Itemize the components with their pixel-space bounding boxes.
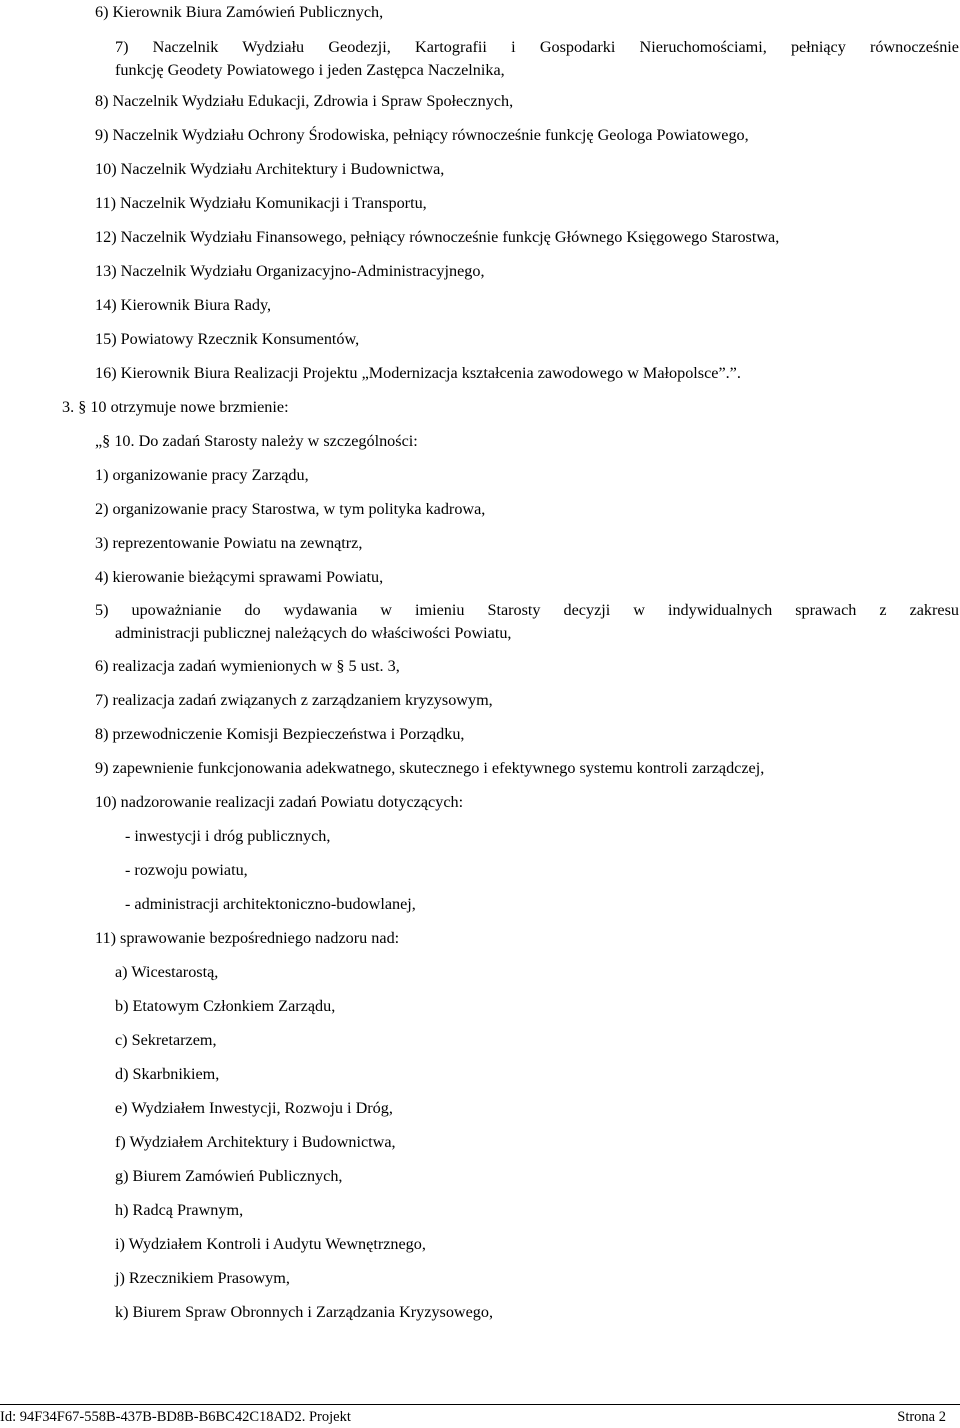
list-item: 7) realizacja zadań związanych z zarządzaniem kryzysowym, bbox=[95, 691, 493, 709]
sub-list-item: j) Rzecznikiem Prasowym, bbox=[115, 1269, 290, 1287]
list-item: 10) Naczelnik Wydziału Architektury i Budownictwa, bbox=[95, 160, 445, 178]
list-item: 5) upoważnianie do wydawania w imieniu Starosty decyzji w indywidualnych sprawach z zakresu bbox=[95, 601, 959, 619]
list-item: 11) sprawowanie bezpośredniego nadzoru nad: bbox=[95, 929, 400, 947]
list-item-continuation: funkcję Geodety Powiatowego i jeden Zastępca Naczelnika, bbox=[115, 61, 505, 79]
sub-list-item: - inwestycji i dróg publicznych, bbox=[125, 827, 331, 845]
list-item: 6) Kierownik Biura Zamówień Publicznych, bbox=[95, 3, 384, 21]
list-item: 6) realizacja zadań wymienionych w § 5 ust. 3, bbox=[95, 657, 400, 675]
sub-list-item: g) Biurem Zamówień Publicznych, bbox=[115, 1167, 343, 1185]
footer-page-number: Strona 2 bbox=[897, 1409, 946, 1425]
section-heading: „§ 10. Do zadań Starosty należy w szczególności: bbox=[95, 432, 418, 450]
list-item: 3) reprezentowanie Powiatu na zewnątrz, bbox=[95, 534, 363, 552]
list-item: 9) Naczelnik Wydziału Ochrony Środowiska, pełniący równocześnie funkcję Geologa Powiatowego, bbox=[95, 126, 749, 144]
list-item: 7) Naczelnik Wydziału Geodezji, Kartografii i Gospodarki Nieruchomościami, pełniący równocześnie bbox=[115, 38, 959, 56]
list-item: 16) Kierownik Biura Realizacji Projektu „Modernizacja kształcenia zawodowego w Małopolsce”.”. bbox=[95, 364, 741, 382]
list-item: 8) Naczelnik Wydziału Edukacji, Zdrowia i Spraw Społecznych, bbox=[95, 92, 514, 110]
sub-list-item: h) Radcą Prawnym, bbox=[115, 1201, 244, 1219]
sub-list-item: - administracji architektoniczno-budowlanej, bbox=[125, 895, 416, 913]
sub-list-item: - rozwoju powiatu, bbox=[125, 861, 248, 879]
list-item: 10) nadzorowanie realizacji zadań Powiatu dotyczących: bbox=[95, 793, 464, 811]
amendment-point: 3. § 10 otrzymuje nowe brzmienie: bbox=[62, 398, 289, 416]
sub-list-item: k) Biurem Spraw Obronnych i Zarządzania Kryzysowego, bbox=[115, 1303, 494, 1321]
list-item: 4) kierowanie bieżącymi sprawami Powiatu, bbox=[95, 568, 384, 586]
list-item: 8) przewodniczenie Komisji Bezpieczeństwa i Porządku, bbox=[95, 725, 465, 743]
list-item: 12) Naczelnik Wydziału Finansowego, pełniący równocześnie funkcję Głównego Księgowego Starostwa, bbox=[95, 228, 780, 246]
sub-list-item: c) Sekretarzem, bbox=[115, 1031, 217, 1049]
list-item: 9) zapewnienie funkcjonowania adekwatnego, skutecznego i efektywnego systemu kontroli zarządczej, bbox=[95, 759, 765, 777]
list-item: 13) Naczelnik Wydziału Organizacyjno-Administracyjnego, bbox=[95, 262, 485, 280]
sub-list-item: d) Skarbnikiem, bbox=[115, 1065, 220, 1083]
sub-list-item: i) Wydziałem Kontroli i Audytu Wewnętrznego, bbox=[115, 1235, 426, 1253]
list-item-continuation: administracji publicznej należących do właściwości Powiatu, bbox=[115, 624, 512, 642]
list-item: 14) Kierownik Biura Rady, bbox=[95, 296, 272, 314]
footer-divider bbox=[0, 1404, 960, 1405]
sub-list-item: e) Wydziałem Inwestycji, Rozwoju i Dróg, bbox=[115, 1099, 393, 1117]
sub-list-item: f) Wydziałem Architektury i Budownictwa, bbox=[115, 1133, 396, 1151]
sub-list-item: b) Etatowym Członkiem Zarządu, bbox=[115, 997, 336, 1015]
sub-list-item: a) Wicestarostą, bbox=[115, 963, 219, 981]
list-item: 11) Naczelnik Wydziału Komunikacji i Transportu, bbox=[95, 194, 427, 212]
list-item: 2) organizowanie pracy Starostwa, w tym polityka kadrowa, bbox=[95, 500, 486, 518]
list-item: 15) Powiatowy Rzecznik Konsumentów, bbox=[95, 330, 360, 348]
footer-document-id: Id: 94F34F67-558B-437B-BD8B-B6BC42C18AD2. Projekt bbox=[0, 1409, 351, 1425]
list-item: 1) organizowanie pracy Zarządu, bbox=[95, 466, 309, 484]
